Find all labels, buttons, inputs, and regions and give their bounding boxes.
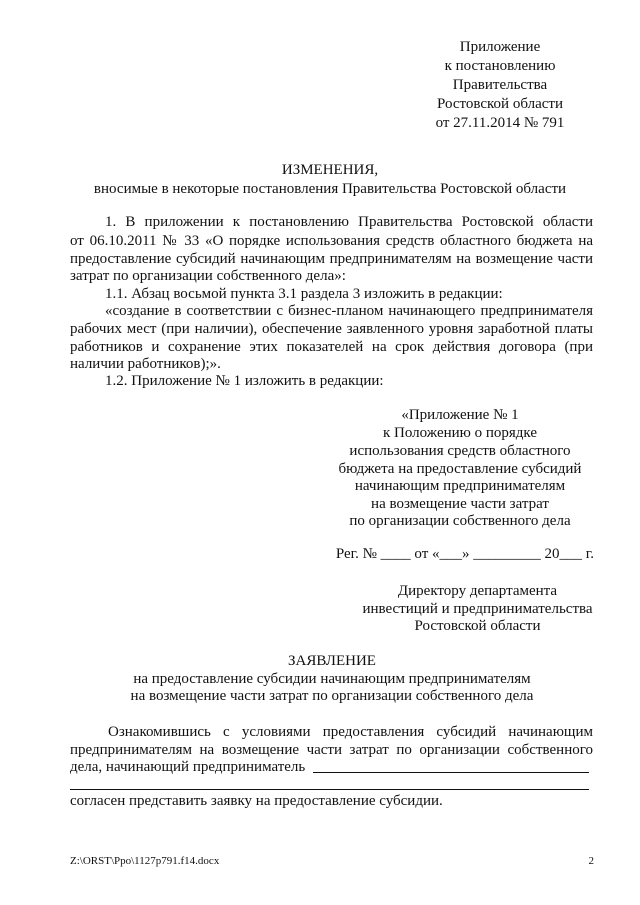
application-subtitle: на предоставление субсидии начинающим предпринимателям <box>133 671 531 687</box>
annex-line: начинающим предпринимателям <box>354 478 566 494</box>
addressee-line: инвестиций и предпринимательства <box>362 601 593 617</box>
quote-line: наличии работников);». <box>70 356 221 372</box>
entrepreneur-name-line[interactable] <box>313 772 589 773</box>
annex-line: бюджета на предоставление субсидий <box>338 461 582 477</box>
annex-line: «Приложение № 1 <box>401 407 519 423</box>
changes-title: ИЗМЕНЕНИЯ, <box>281 162 379 178</box>
paragraph-1-line: затрат по организации собственного дела»: <box>70 268 346 284</box>
addressee-line: Ростовской области <box>414 618 541 634</box>
application-text-line: дела, начинающий предприниматель <box>70 759 306 775</box>
appendix-line: к постановлению <box>444 58 556 74</box>
annex-line: к Положению о порядке <box>383 425 537 441</box>
appendix-line: от 27.11.2014 № 791 <box>435 115 565 131</box>
paragraph-1-1: 1.1. Абзац восьмой пункта 3.1 раздела 3 изложить в редакции: <box>105 286 503 302</box>
paragraph-1-line: от 06.10.2011 № 33 «О порядке использования средств областного бюджета на <box>70 233 593 249</box>
annex-line: по организации собственного дела <box>349 513 571 529</box>
annex-line: на возмещение части затрат <box>371 496 549 512</box>
application-title: ЗАЯВЛЕНИЕ <box>288 653 376 669</box>
appendix-line: Правительства <box>452 77 548 93</box>
quote-line: работников и сохранение этих показателей на срок действия договора (при <box>70 339 593 355</box>
application-subtitle: на возмещение части затрат по организации собственного дела <box>130 688 534 704</box>
application-text-line: согласен представить заявку на предоставление субсидии. <box>70 793 443 809</box>
paragraph-1-2: 1.2. Приложение № 1 изложить в редакции: <box>105 373 384 389</box>
annex-line: использования средств областного <box>349 443 571 459</box>
appendix-line: Ростовской области <box>437 96 563 112</box>
application-text-line: Ознакомившись с условиями предоставления субсидий начинающим <box>108 724 593 740</box>
changes-subtitle: вносимые в некоторые постановления Правительства Ростовской области <box>93 181 567 197</box>
paragraph-1-line: предоставление субсидий начинающим предпринимателям на возмещение части <box>70 251 593 267</box>
appendix-line: Приложение <box>459 39 541 55</box>
application-text-line: предпринимателям на возмещение части затрат по организации собственного <box>70 742 593 758</box>
entrepreneur-name-continuation-line[interactable] <box>70 789 589 790</box>
page-number: 2 <box>588 855 594 867</box>
file-path: Z:\ORST\Ppo\1127p791.f14.docx <box>70 855 220 867</box>
paragraph-1-line: 1. В приложении к постановлению Правительства Ростовской области <box>105 214 593 230</box>
quote-line: рабочих мест (при наличии), обеспечение заявленного уровня заработной платы <box>70 321 593 337</box>
registration-line: Рег. № ____ от «___» _________ 20___ г. <box>335 546 594 562</box>
addressee-line: Директору департамента <box>397 583 558 599</box>
quote-line: «создание в соответствии с бизнес-планом начинающего предпринимателя <box>105 303 593 319</box>
